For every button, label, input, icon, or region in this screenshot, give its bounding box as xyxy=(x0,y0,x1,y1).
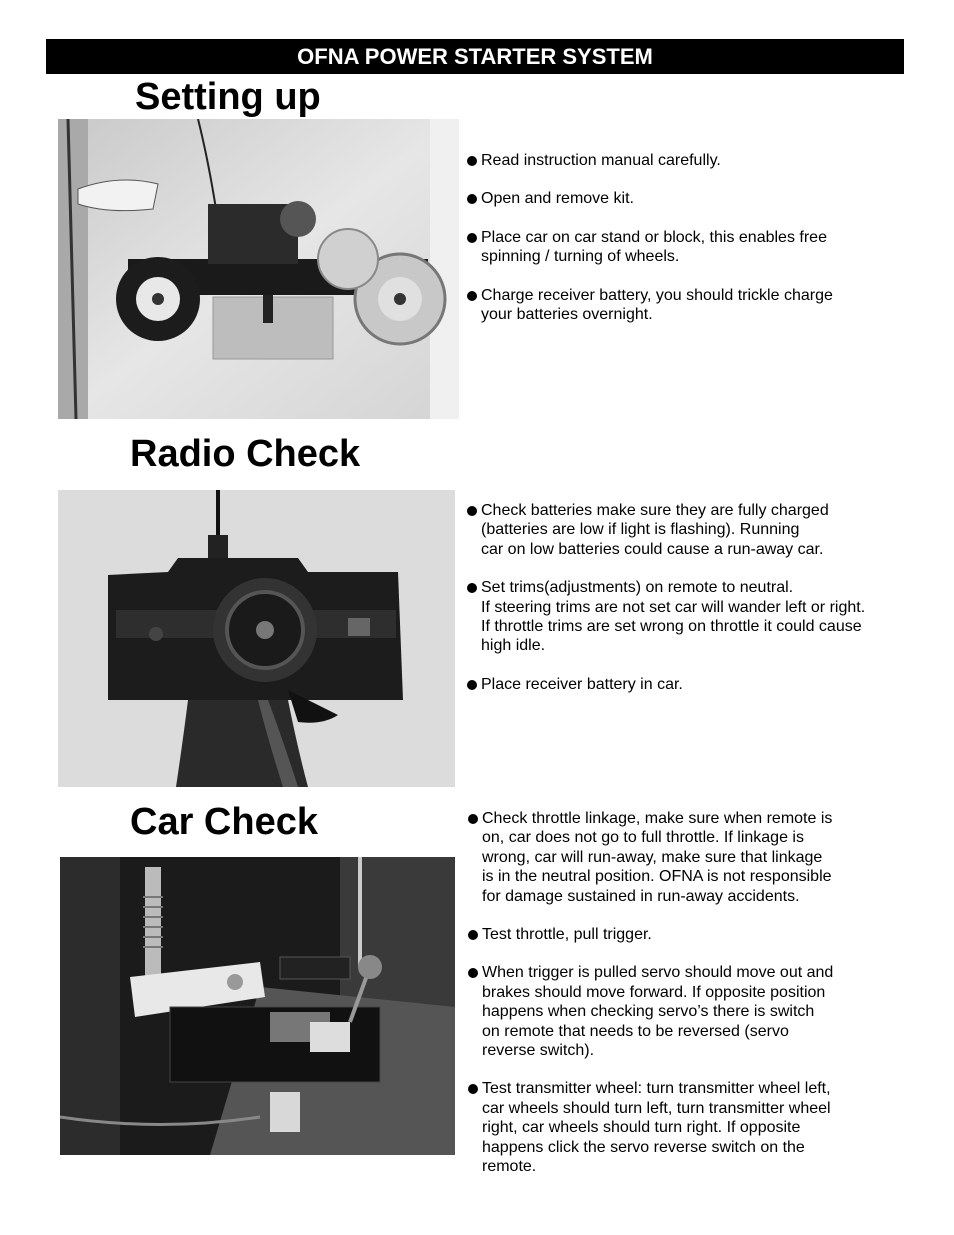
list-item: When trigger is pulled servo should move out and brakes should move forward. If opposite position happens when checking servo’s there is switch on remote that needs to be reversed (servo reverse switch). xyxy=(468,963,908,1060)
car-check-heading: Car Check xyxy=(130,801,318,843)
setting-up-heading: Setting up xyxy=(135,76,321,118)
bullet-icon xyxy=(468,930,478,940)
header-banner xyxy=(46,39,904,74)
bullet-icon xyxy=(467,291,477,301)
header-title: OFNA POWER STARTER SYSTEM xyxy=(297,44,653,69)
list-item: Place car on car stand or block, this enables free spinning / turning of wheels. xyxy=(467,228,907,267)
list-item: Test transmitter wheel: turn transmitter wheel left, car wheels should turn left, turn transmitter wheel right, car wheels should turn right. If opposite happens click the servo reverse switch on the remote. xyxy=(468,1079,908,1176)
bullet-icon xyxy=(468,814,478,824)
list-item: Read instruction manual carefully. xyxy=(467,151,907,170)
setting-up-list xyxy=(467,151,907,343)
bullet-icon xyxy=(467,156,477,166)
radio-check-heading: Radio Check xyxy=(130,433,361,475)
bullet-icon xyxy=(467,506,477,516)
list-item: Set trims(adjustments) on remote to neutral. If steering trims are not set car will wander left or right. If throttle trims are set wrong on throttle it could cause high idle. xyxy=(467,578,907,656)
servo-linkage-photo xyxy=(60,857,455,1155)
list-item: Open and remove kit. xyxy=(467,189,907,208)
list-item: Place receiver battery in car. xyxy=(467,675,907,694)
bullet-icon xyxy=(467,194,477,204)
list-item: Charge receiver battery, you should trickle charge your batteries overnight. xyxy=(467,286,907,325)
bullet-icon xyxy=(467,680,477,690)
bullet-icon xyxy=(468,1084,478,1094)
transmitter-photo xyxy=(58,490,455,787)
bullet-icon xyxy=(468,968,478,978)
car-check-list xyxy=(468,809,908,1196)
list-item: Check batteries make sure they are fully charged (batteries are low if light is flashing). Running car on low batteries could cause a run-away car. xyxy=(467,501,907,559)
bullet-icon xyxy=(467,583,477,593)
bullet-icon xyxy=(467,233,477,243)
radio-check-list xyxy=(467,501,907,713)
list-item: Check throttle linkage, make sure when remote is on, car does not go to full throttle. If linkage is wrong, car will run-away, make sure that linkage is in the neutral position. OFNA is not responsible for damage sustained in run-away accidents. xyxy=(468,809,908,906)
list-item: Test throttle, pull trigger. xyxy=(468,925,908,944)
buggy-on-stand-photo xyxy=(58,119,459,419)
